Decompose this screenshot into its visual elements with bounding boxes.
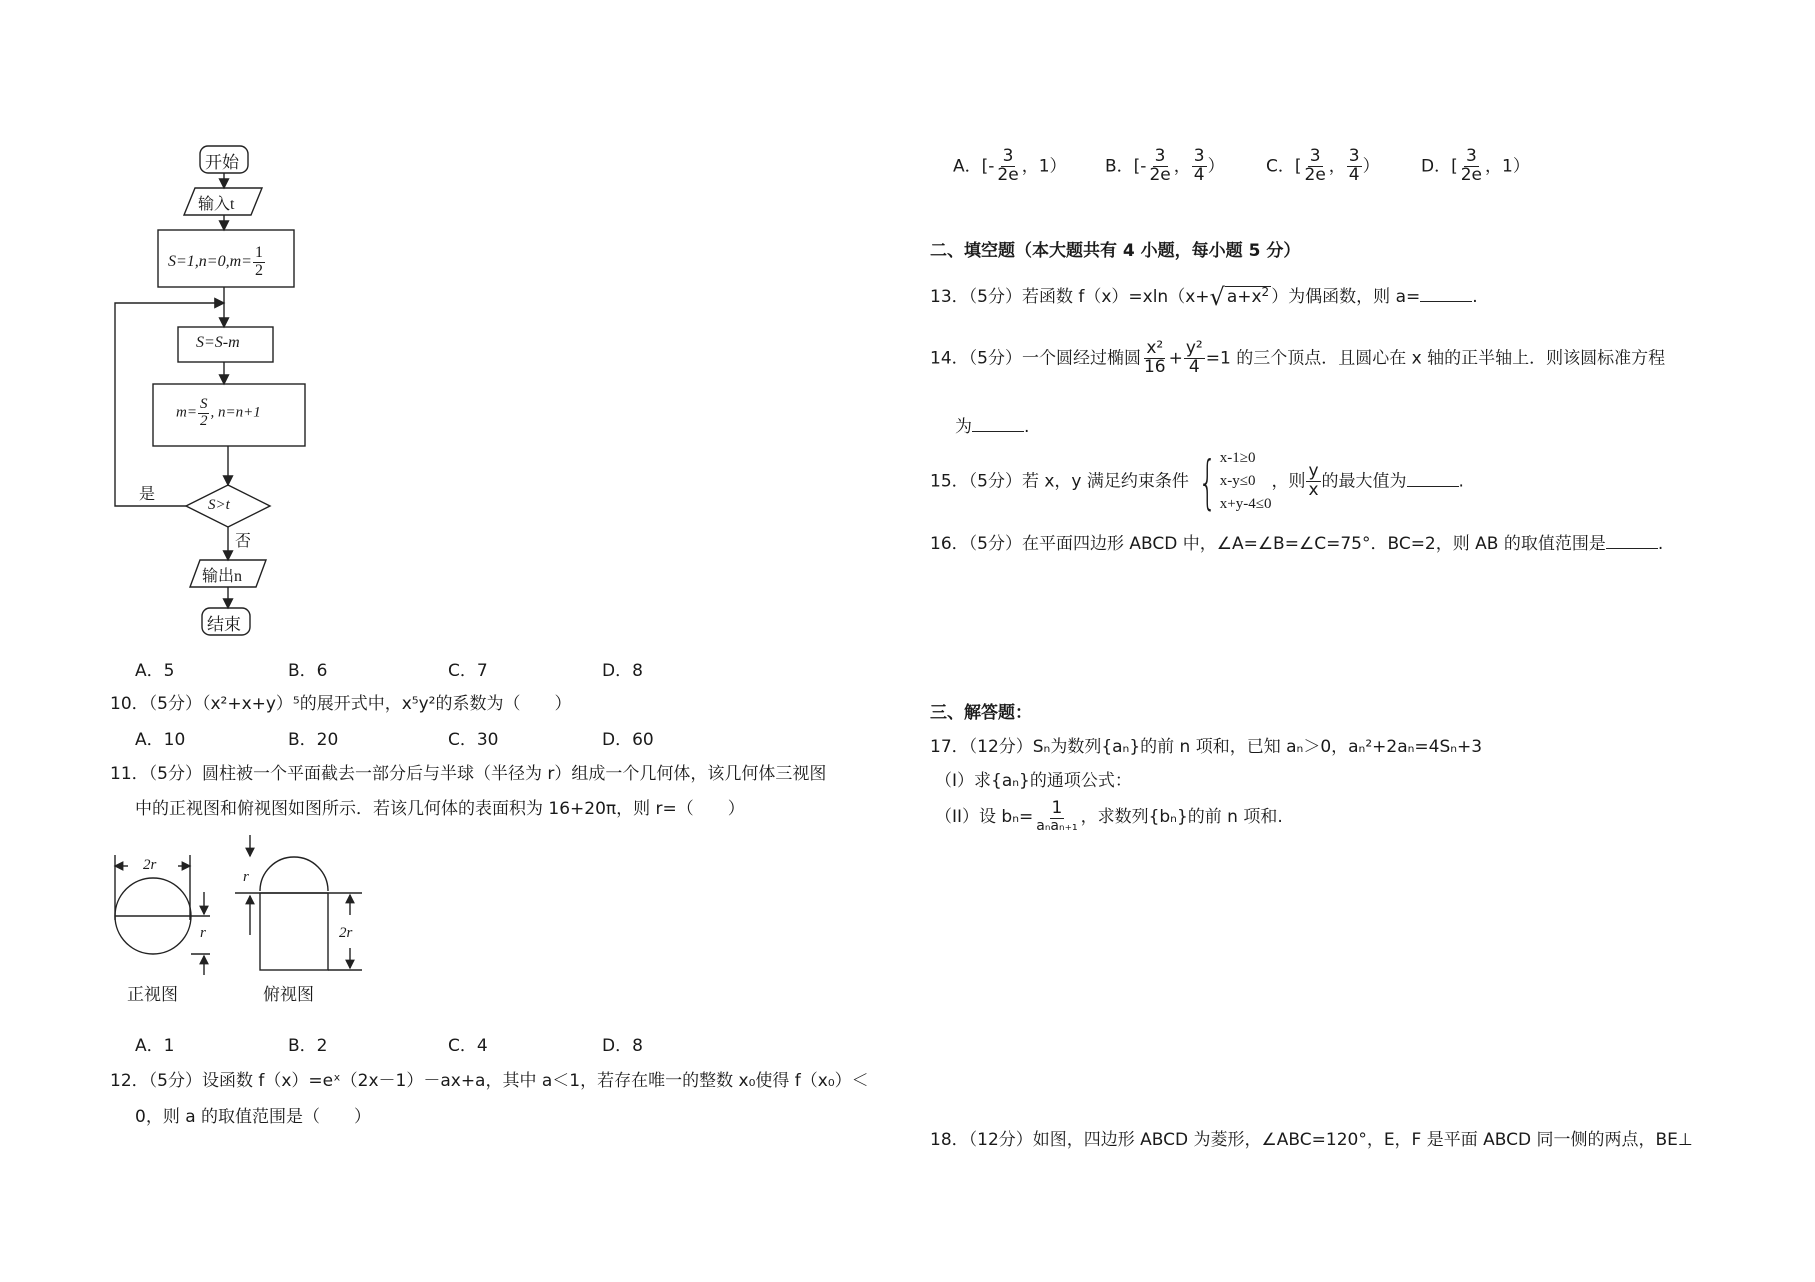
flow-input: 输入t bbox=[198, 196, 235, 213]
q12-option-d: D．[ $\frac{3}{2e}$ ，1） bbox=[1421, 146, 1530, 185]
q11-option-c: C．4 bbox=[448, 1036, 488, 1056]
flow-output: 输出n bbox=[202, 568, 243, 585]
q9-option-b: B．6 bbox=[288, 661, 328, 681]
flow-init: S=1,n=0,m= $\frac{1}{2}$ bbox=[168, 244, 263, 279]
flow-cond: S>t bbox=[208, 497, 230, 513]
flow-start: 开始 bbox=[205, 153, 239, 173]
front-dim-r: r bbox=[200, 925, 206, 941]
q14: 14．（5分）一个圆经过椭圆 $\frac{\text{x²}}{16}$ + $\frac{\text{y²}}{4}$ =1 的三个顶点．且圆心在 x 轴的正半轴上．则该圆标准方程 bbox=[930, 338, 1666, 377]
q10-text: 10．（5分）（x²+x+y）⁵的展开式中，x⁵y²的系数为（ ） bbox=[110, 694, 572, 714]
section3-title: 三、解答题： bbox=[930, 703, 1032, 723]
front-view-label: 正视图 bbox=[127, 985, 178, 1005]
q11-line1: 11．（5分）圆柱被一个平面截去一部分后与半球（半径为 r）组成一个几何体，该几何体三视图 bbox=[110, 764, 827, 784]
flow-yes: 是 bbox=[139, 484, 156, 503]
top-dim-r: r bbox=[243, 869, 249, 885]
q16: 16．（5分）在平面四边形 ABCD 中，∠A=∠B=∠C=75°．BC=2，则 AB 的取值范围是 . bbox=[930, 534, 1664, 554]
front-dim-2r: 2r bbox=[143, 857, 157, 873]
flow-end: 结束 bbox=[207, 615, 241, 635]
q10-option-d: D．60 bbox=[602, 730, 654, 750]
q10-option-b: B．20 bbox=[288, 730, 339, 750]
flow-step2: m= $\frac{S}{2}$ , n=n+1 bbox=[176, 396, 261, 429]
top-dim-2r: 2r bbox=[339, 925, 353, 941]
q9-option-c: C．7 bbox=[448, 661, 488, 681]
q17: 17．（12分）Sₙ为数列{aₙ}的前 n 项和，已知 aₙ＞0，aₙ²+2aₙ=4Sₙ+3 bbox=[930, 737, 1483, 757]
q9-option-d: D．8 bbox=[602, 661, 643, 681]
q14-line2: 为 . bbox=[955, 417, 1030, 437]
top-view-label: 俯视图 bbox=[263, 985, 314, 1005]
q10-option-a: A．10 bbox=[135, 730, 186, 750]
flowchart bbox=[0, 0, 320, 650]
q9-option-a: A．5 bbox=[135, 661, 175, 681]
q11-option-d: D．8 bbox=[602, 1036, 643, 1056]
q12-line1: 12．（5分）设函数 f（x）=eˣ（2x－1）－ax+a，其中 a＜1，若存在唯一的整数 x₀使得 f（x₀）＜ bbox=[110, 1071, 869, 1091]
q11-option-a: A．1 bbox=[135, 1036, 175, 1056]
q18: 18．（12分）如图，四边形 ABCD 为菱形，∠ABC=120°，E，F 是平面 ABCD 同一侧的两点，BE⊥ bbox=[930, 1130, 1693, 1150]
q12-option-b: B．[- $\frac{3}{2e}$ ， $\frac{3}{4}$ ） bbox=[1105, 146, 1225, 185]
q11-line2: 中的正视图和俯视图如图所示．若该几何体的表面积为 16+20π，则 r=（ ） bbox=[135, 799, 745, 819]
q15: 15．（5分）若 x，y 满足约束条件 { x-1≥0 x-y≤0 x+y-4≤0 ，则 $\frac{y}{x}$ 的最大值为 . bbox=[930, 447, 1464, 516]
flow-no: 否 bbox=[235, 531, 252, 550]
q12-line2: 0，则 a 的取值范围是（ ） bbox=[135, 1107, 372, 1127]
section2-title: 二、填空题（本大题共有 4 小题，每小题 5 分） bbox=[930, 241, 1301, 261]
q10-option-c: C．30 bbox=[448, 730, 499, 750]
q12-option-c: C．[ $\frac{3}{2e}$ ， $\frac{3}{4}$ ） bbox=[1266, 146, 1380, 185]
q13: 13．（5分）若函数 f（x）=xln（x+√ $a+x^2$ ）为偶函数，则 a= . bbox=[930, 283, 1478, 311]
q12-option-a: A．[- $\frac{3}{2e}$ ，1） bbox=[953, 146, 1067, 185]
q11-option-b: B．2 bbox=[288, 1036, 328, 1056]
flow-step1: S=S-m bbox=[196, 334, 240, 351]
three-view-figure bbox=[100, 825, 380, 975]
q17-part2: （II）设 bₙ= $\frac{1}{\text{aₙaₙ₊₁}}$ ，求数列{bₙ}的前 n 项和. bbox=[935, 798, 1283, 834]
q17-part1: （I）求{aₙ}的通项公式： bbox=[935, 771, 1132, 791]
